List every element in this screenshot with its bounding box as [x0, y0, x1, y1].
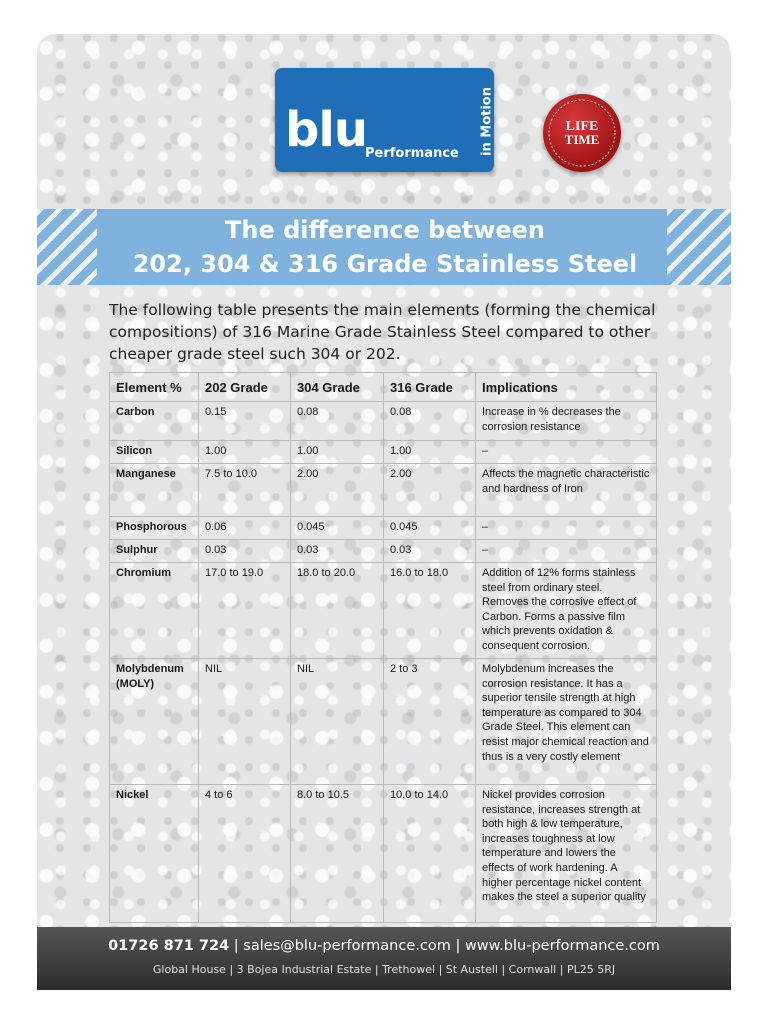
seal-icon: [543, 94, 621, 172]
implications-cell: Increase in % decreases the corrosion resistance: [476, 402, 657, 441]
lifetime-guarantee-seal: [543, 94, 621, 172]
implications-cell: –: [476, 540, 657, 563]
footer-phone[interactable]: 01726 871 724: [108, 938, 230, 954]
grade-304-cell: 8.0 to 10.5: [291, 785, 384, 923]
grade-202-cell: NIL: [199, 659, 291, 785]
grade-316-cell: 10.0 to 14.0: [384, 785, 476, 923]
element-cell: Nickel: [110, 785, 199, 923]
grade-304-cell: 18.0 to 20.0: [291, 563, 384, 659]
table-row: [110, 402, 657, 441]
element-cell: Sulphur: [110, 540, 199, 563]
header-202: 202 Grade: [199, 373, 291, 402]
svg-text:LIFE: LIFE: [565, 119, 599, 134]
element-cell: Chromium: [110, 563, 199, 659]
footer-separator: |: [233, 938, 239, 954]
grade-304-cell: 2.00: [291, 464, 384, 517]
grade-202-cell: 0.15: [199, 402, 291, 441]
table-row: [110, 464, 657, 517]
grade-316-cell: 2.00: [384, 464, 476, 517]
implications-cell: Molybdenum increases the corrosion resistance. It has a superior tensile strength at high temperature as compared to 304 Grade Steel. This element can resist major chemical reaction and thus is a very costly element: [476, 659, 657, 785]
blu-performance-logo: [275, 68, 494, 172]
header-316: 316 Grade: [384, 373, 476, 402]
footer-address: Global House | 3 Bojea Industrial Estate | Trethowel | St Austell | Cornwall | PL25 5RJ: [152, 963, 616, 976]
intro-paragraph: The following table presents the main elements (forming the chemical compositions) of 316 Marine Grade Stainless Steel compared to other cheaper grade steel such 304 or 202.: [109, 301, 656, 363]
element-cell: Manganese: [110, 464, 199, 517]
title-line-1: The difference between: [224, 216, 545, 244]
footer-contact-line: [37, 938, 731, 954]
element-cell: Silicon: [110, 441, 199, 464]
table-row: [110, 517, 657, 540]
element-cell: Carbon: [110, 402, 199, 441]
grade-304-cell: NIL: [291, 659, 384, 785]
element-cell: Phosphorous: [110, 517, 199, 540]
banner-stripes-left: [37, 209, 97, 285]
header-304: 304 Grade: [291, 373, 384, 402]
table-row: [110, 785, 657, 923]
footer-separator: |: [455, 938, 461, 954]
grade-316-cell: 0.08: [384, 402, 476, 441]
logo-performance: Performance: [365, 146, 459, 161]
grade-202-cell: 0.03: [199, 540, 291, 563]
grade-304-cell: 0.03: [291, 540, 384, 563]
header-implications: Implications: [476, 373, 657, 402]
grade-202-cell: 17.0 to 19.0: [199, 563, 291, 659]
grade-304-cell: 1.00: [291, 441, 384, 464]
steel-comparison-table: [109, 372, 657, 923]
footer-website[interactable]: www.blu-performance.com: [464, 938, 660, 954]
grade-316-cell: 16.0 to 18.0: [384, 563, 476, 659]
implications-cell: –: [476, 517, 657, 540]
logo-tagline: in Motion: [479, 87, 495, 156]
grade-316-cell: 1.00: [384, 441, 476, 464]
logo-brand: blu: [285, 102, 367, 158]
grade-202-cell: 1.00: [199, 441, 291, 464]
svg-text:TIME: TIME: [564, 132, 600, 147]
implications-cell: Addition of 12% forms stainless steel from ordinary steel. Removes the corrosive effect of Carbon. Forms a passive film which prevents oxidation & consequent corrosion.: [476, 563, 657, 659]
table-row: [110, 441, 657, 464]
grade-304-cell: 0.08: [291, 402, 384, 441]
grade-202-cell: 4 to 6: [199, 785, 291, 923]
table-row: [110, 540, 657, 563]
grade-202-cell: 7.5 to 10.0: [199, 464, 291, 517]
table-header-row: [110, 373, 657, 402]
table-row: [110, 659, 657, 785]
grade-316-cell: 0.03: [384, 540, 476, 563]
implications-cell: Affects the magnetic characteristic and hardness of Iron: [476, 464, 657, 517]
title-line-2: 202, 304 & 316 Grade Stainless Steel: [132, 250, 638, 278]
grade-316-cell: 0.045: [384, 517, 476, 540]
grade-202-cell: 0.06: [199, 517, 291, 540]
table-row: [110, 563, 657, 659]
grade-304-cell: 0.045: [291, 517, 384, 540]
contact-footer: [37, 927, 731, 990]
footer-email[interactable]: sales@blu-performance.com: [243, 938, 451, 954]
page-title: [90, 213, 680, 281]
implications-cell: Nickel provides corrosion resistance, increases strength at both high & low temperature, increases toughness at low temperature and lowers the effects of work hardening. A higher percentage nickel content makes the steel a superior quality: [476, 785, 657, 923]
grade-316-cell: 2 to 3: [384, 659, 476, 785]
header-element: Element %: [110, 373, 199, 402]
element-cell: Molybdenum (MOLY): [110, 659, 199, 785]
implications-cell: –: [476, 441, 657, 464]
